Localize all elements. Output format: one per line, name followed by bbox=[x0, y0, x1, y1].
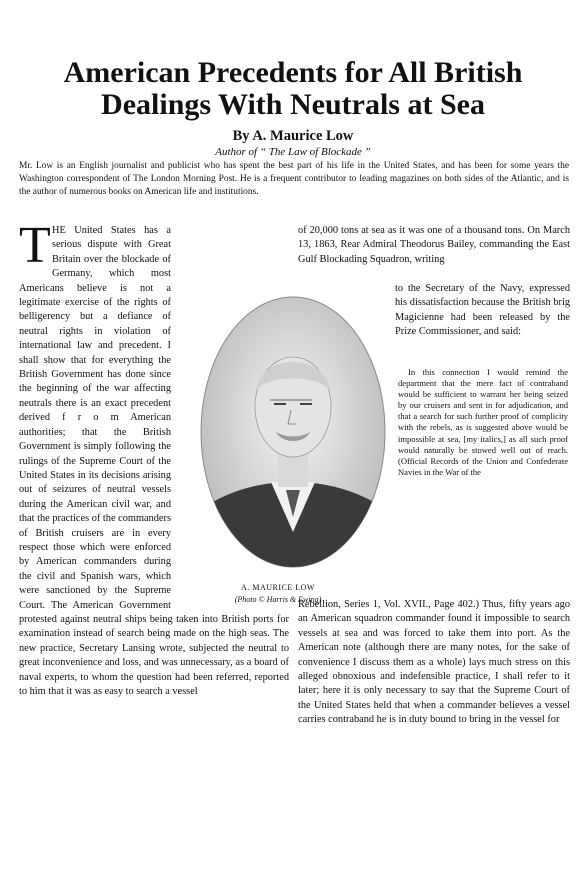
photo-caption-name: A. MAURICE LOW bbox=[241, 583, 315, 592]
block-quote: In this connection I would remind the department that the mere fact of contraband would be sufficient to warrant her being seized by our cruisers and sent in for adjudication, and that a search for such further proof of complicity with the rebels, as is suggested above would be impossible at sea, [my italics,] as all such proof would naturally be stowed well out of reach. (Official Records of the Union and Confederate Navies in the War of the bbox=[398, 367, 568, 477]
right-column-top: of 20,000 tons at sea as it was one of a thousand tons. On March 13, 1863, Rear Admiral Theodorus Bailey, commanding the East Gulf Blockading Squadron, writing bbox=[298, 225, 570, 265]
portrait-illustration bbox=[196, 292, 391, 574]
author-credentials: Author of “ The Law of Blockade ” bbox=[215, 146, 371, 158]
author-intro: Mr. Low is an English journalist and publicist who has spent the best part of his life in the United States, and has been for some years the Washington correspondent of The London Morning Post. He is a frequent contributor to leading magazines on both sides of the Atlantic, and is the author of numerous books on American life and institutions. bbox=[19, 161, 569, 197]
article-title-line-1: American Precedents for All British bbox=[63, 56, 523, 89]
right-column-bottom: Rebellion, Series 1, Vol. XVII., Page 402.) Thus, fifty years ago an American squadron commander found it impossible to search vessels at sea and was forced to take them into port. As the American note (although there are many notes, for the sake of convenience I discuss them as a whole) lays much stress on this alleged obnoxious and indefensible practice, I shall refer to it later; here it is only necessary to say that the Supreme Court of the United States held that when a commander believes a vessel carries contraband he is in duty bound to bring in the vessel for bbox=[298, 599, 570, 726]
article-title-line-2: Dealings With Neutrals at Sea bbox=[101, 88, 485, 121]
photo-caption-credit: (Photo © Harris & Ewing) bbox=[234, 595, 322, 604]
byline: By A. Maurice Low bbox=[232, 128, 354, 144]
author-portrait bbox=[196, 292, 391, 574]
right-column-mid: to the Secretary of the Navy, expressed his dissatisfaction because the British brig Magicienne had been released by the Prize Commissioner, and said: bbox=[395, 283, 570, 338]
left-column-bottom: of the commanders of British cruisers are in every respect those which were enforced by American commanders during the civil and Spanish wars, which were sanctioned by the Supreme Court. The American Government protested against neutral ships being taken into British ports for examination instead of search being made on the high seas. The new practice, Secretary Lansing wrote, subjected the neutral to great inconvenience and loss, and was unnecessary, as a board of naval experts, to whom the question had been referred, reported to him that it was as easy to search a vessel bbox=[19, 513, 289, 697]
left-column-top: HE United States has a serious dispute with Great Britain over the blockade of Germany, which most Americans believe is not a legitimate exercise of the rights of belligerency but a defiance of neutral rights in violation of international law and precedent. I shall show that for everything the British Government has done since the beginning of the war affecting neutrals there is an exact precedent derived f r o m American authorities; that the British Government is simply following the rulings of the Supreme Court of the United States in its decisions arising out of seizures of neutral vessels during the American civil war, and that the practices bbox=[19, 225, 171, 525]
drop-cap-letter: T bbox=[19, 224, 51, 274]
